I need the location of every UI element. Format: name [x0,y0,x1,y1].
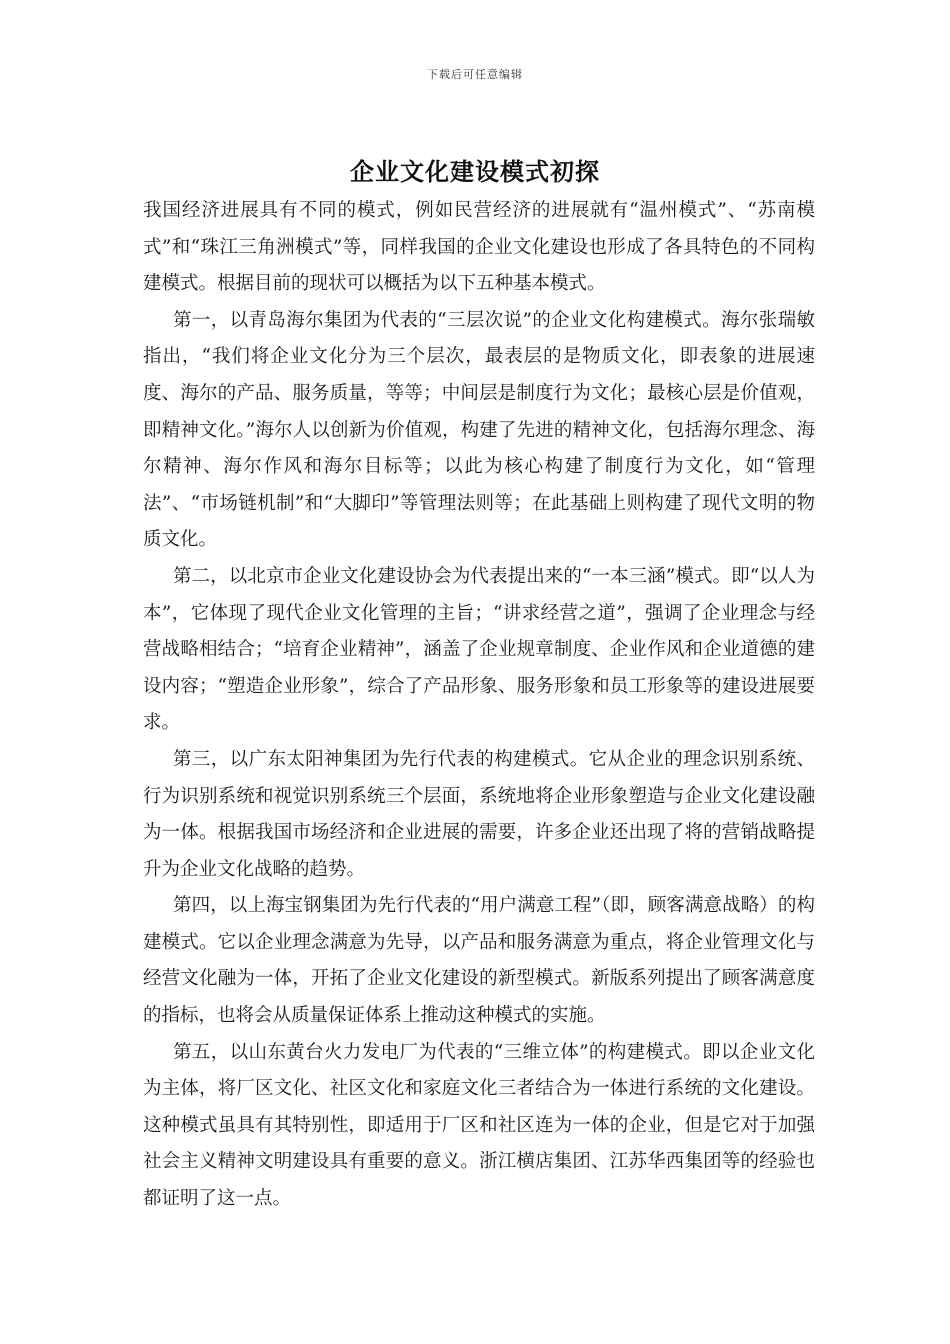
document-body [143,193,815,1218]
paragraph-fifth-model: 第五，以山东黄台火力发电厂为代表的“三维立体”的构建模式。即以企业文化为主体，将厂区文化、社区文化和家庭文化三者结合为一体进行系统的文化建设。这种模式虽具有其特别性，即适用于厂区和社区连为一体的企业，但是它对于加强社会主义精神文明建设具有重要的意义。浙江横店集团、江苏华西集团等的经验也都证明了这一点。 [143,1041,815,1210]
paragraph-intro: 我国经济进展具有不同的模式，例如民营经济的进展就有“温州模式”、“苏南模式”和“珠江三角洲模式”等，同样我国的企业文化建设也形成了各具特色的不同构建模式。根据目前的现状可以概括为以下五种基本模式。 [143,200,815,295]
paragraph-second-model: 第二，以北京市企业文化建设协会为代表提出来的“一本三涵”模式。即“以人为本”，它体现了现代企业文化管理的主旨；“讲求经营之道”，强调了企业理念与经营战略相结合；“培育企业精神”，涵盖了企业规章制度、企业作风和企业道德的建设内容；“塑造企业形象”，综合了产品形象、服务形象和员工形象等的建设进展要求。 [143,565,815,734]
paragraph-fourth-model: 第四，以上海宝钢集团为先行代表的“用户满意工程”（即，顾客满意战略）的构建模式。它以企业理念满意为先导，以产品和服务满意为重点，将企业管理文化与经营文化融为一体，开拓了企业文化建设的新型模式。新版系列提出了顾客满意度的指标，也将会从质量保证体系上推动这种模式的实施。 [143,895,815,1027]
paragraph-first-model: 第一，以青岛海尔集团为代表的“三层次说”的企业文化构建模式。海尔张瑞敏指出，“我们将企业文化分为三个层次，最表层的是物质文化，即表象的进展速度、海尔的产品、服务质量，等等；中间层是制度行为文化；最核心层是价值观，即精神文化。”海尔人以创新为价值观，构建了先进的精神文化，包括海尔理念、海尔精神、海尔作风和海尔目标等；以此为核心构建了制度行为文化，如“管理法”、“市场链机制”和“大脚印”等管理法则等；在此基础上则构建了现代文明的物质文化。 [143,309,815,551]
header-note: 下载后可任意编辑 [427,68,523,81]
paragraph-third-model: 第三，以广东太阳神集团为先行代表的构建模式。它从企业的理念识别系统、行为识别系统和视觉识别系统三个层面，系统地将企业形象塑造与企业文化建设融为一体。根据我国市场经济和企业进展的需要，许多企业还出现了将的营销战略提升为企业文化战略的趋势。 [143,748,815,880]
document-title: 企业文化建设模式初探 [350,157,600,186]
